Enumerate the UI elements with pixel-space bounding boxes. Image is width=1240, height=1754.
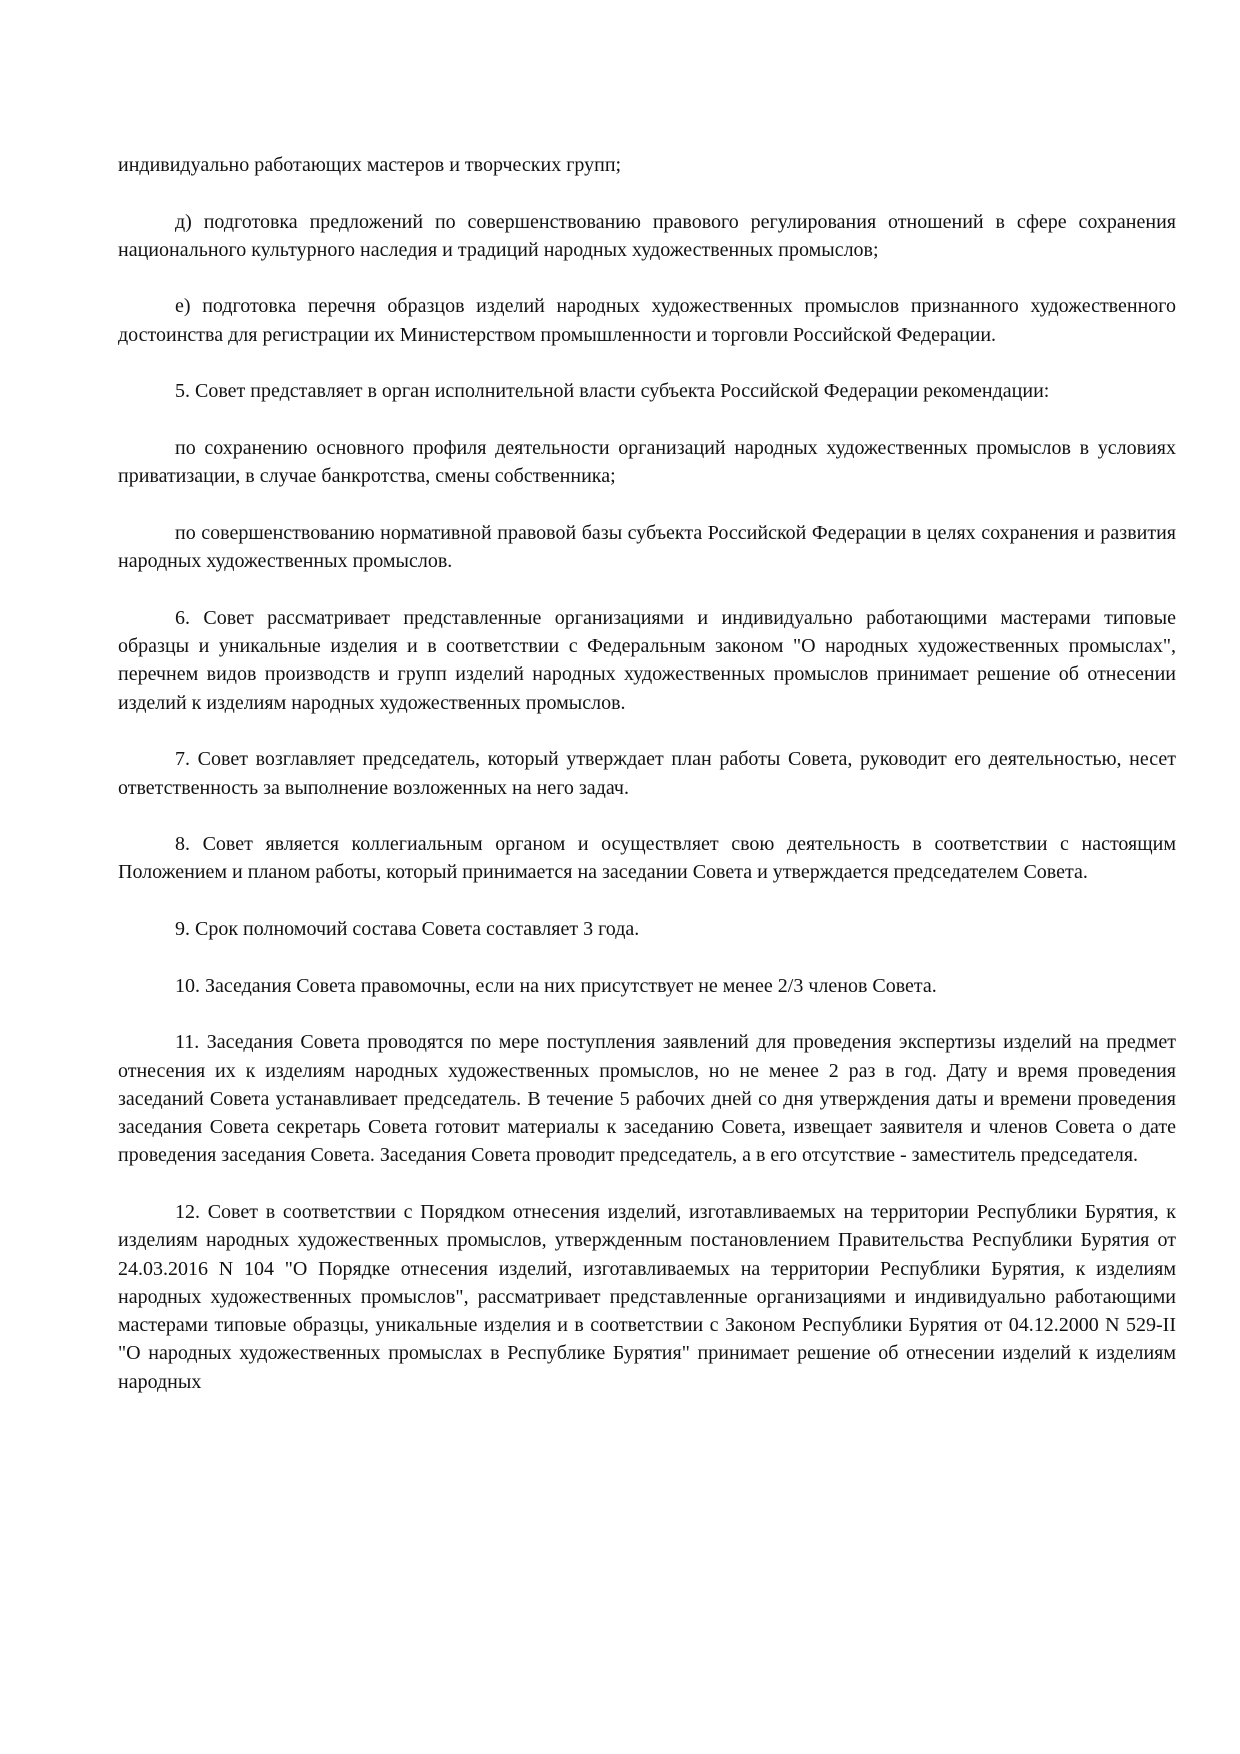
paragraph-5: 5. Совет представляет в орган исполнительной власти субъекта Российской Федерации рекомендации: (175, 380, 1050, 403)
paragraph-7: 7. Совет возглавляет председатель, который утверждает план работы Совета, руководит его деятельностью, несет ответственность за выполнение возложенных на него задач. (118, 748, 1176, 799)
paragraph-11: 11. Заседания Совета проводятся по мере поступления заявлений для проведения экспертизы изделий на предмет отнесения их к изделиям народных художественных промыслов, но не менее 2 раз в год. Дату и время проведения заседаний Совета устанавливает председатель. В течение 5 рабочих дней со дня утверждения даты и времени проведения заседания Совета секретарь Совета готовит материалы к заседанию Совета, извещает заявителя и членов Совета о дате проведения заседания Совета. Заседания Совета проводит председатель, а в его отсутствие - заместитель председателя. (118, 1031, 1176, 1167)
paragraph-9: 9. Срок полномочий состава Совета составляет 3 года. (175, 918, 640, 941)
document-page (118, 151, 1176, 1424)
paragraph-10: 10. Заседания Совета правомочны, если на них присутствует не менее 2/3 членов Совета. (175, 974, 937, 997)
paragraph-5-recommendation-1: по сохранению основного профиля деятельности организаций народных художественных промыслов в условиях приватизации, в случае банкротства, смены собственника; (118, 436, 1176, 488)
paragraph-12: 12. Совет в соответствии с Порядком отнесения изделий, изготавливаемых на территории Республики Бурятия, к изделиям народных художественных промыслов, утвержденным постановлением Правительства Республики Бурятия от 24.03.2016 N 104 "О Порядке отнесения изделий, изготавливаемых на территории Республики Бурятия, к изделиям народных художественных промыслов", рассматривает представленные организациями и индивидуально работающими мастерами типовые образцы, уникальные изделия и в соответствии с Законом Республики Бурятия от 04.12.2000 N 529-II "О народных художественных промыслах в Республике Бурятия" принимает решение об отнесении изделий к изделиям народных (118, 1200, 1176, 1393)
paragraph-5-recommendation-2: по совершенствованию нормативной правовой базы субъекта Российской Федерации в целях сохранения и развития народных художественных промыслов. (118, 521, 1176, 573)
paragraph-8: 8. Совет является коллегиальным органом и осуществляет свою деятельность в соответствии с настоящим Положением и планом работы, который принимается на заседании Совета и утверждается председателем Совета. (118, 833, 1176, 884)
paragraph-item-d: д) подготовка предложений по совершенствованию правового регулирования отношений в сфере сохранения национального культурного наследия и традиций народных художественных промыслов; (118, 210, 1176, 261)
paragraph-continuation: индивидуально работающих мастеров и творческих групп; (118, 154, 622, 176)
paragraph-6: 6. Совет рассматривает представленные организациями и индивидуально работающими мастерами типовые образцы и уникальные изделия и в соответствии с Федеральным законом "О народных художественных промыслах", перечнем видов производств и групп изделий народных художественных промыслов принимает решение об отнесении изделий к изделиям народных художественных промыслов. (118, 606, 1176, 714)
paragraph-item-e: е) подготовка перечня образцов изделий народных художественных промыслов признанного художественного достоинства для регистрации их Министерством промышленности и торговли Российской Федерации. (118, 295, 1176, 346)
